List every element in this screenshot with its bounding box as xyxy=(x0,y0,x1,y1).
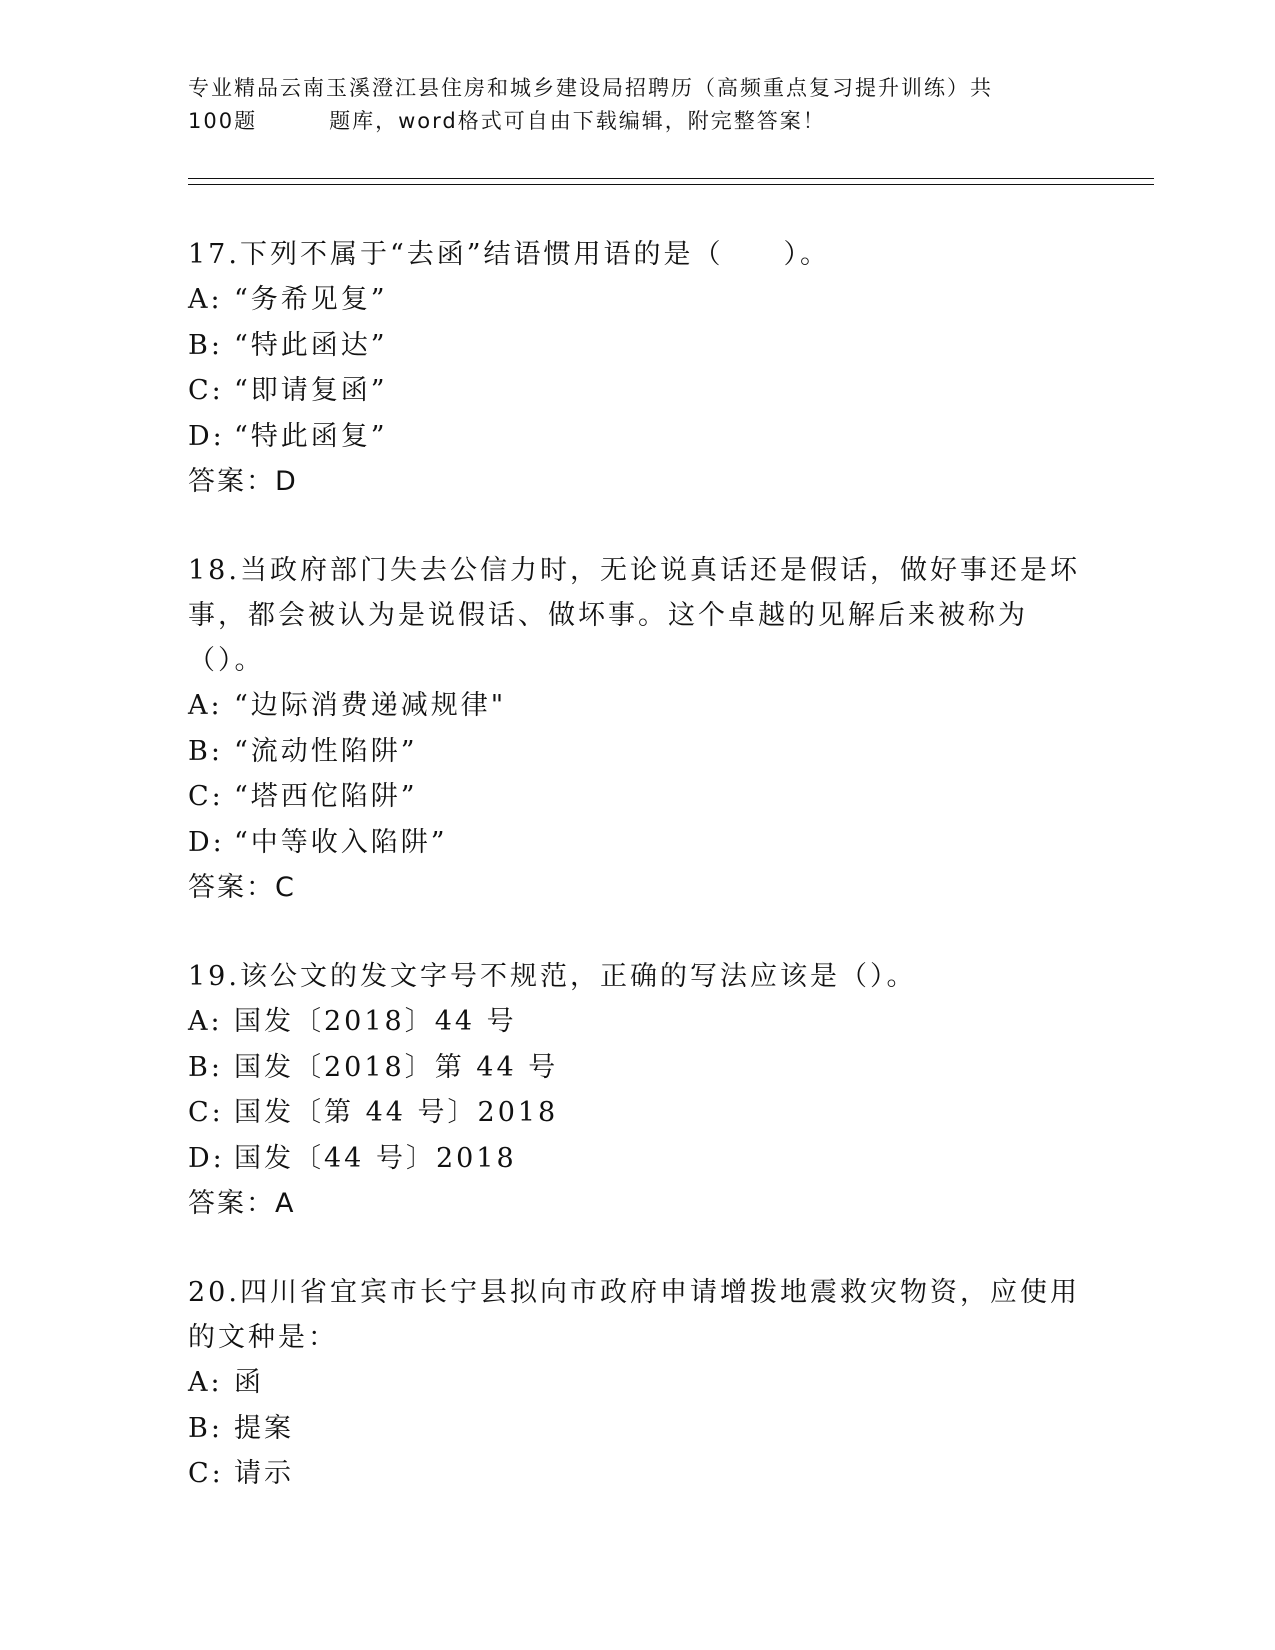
question-list xyxy=(188,232,1088,1541)
option-letter: D: xyxy=(188,826,225,858)
option-letter: A: xyxy=(188,1367,223,1398)
question-20 xyxy=(188,1270,1088,1497)
question-stem: 18.当政府部门失去公信力时，无论说真话还是假话，做好事还是坏事，都会被认为是说假话、做坏事。这个卓越的见解后来被称为（）。 xyxy=(188,555,1080,676)
option-b xyxy=(188,323,1088,369)
option-b xyxy=(188,1406,1088,1452)
option-a xyxy=(188,999,1088,1045)
option-letter: C: xyxy=(188,781,224,812)
option-letter: B: xyxy=(188,329,223,361)
option-text: “边际消费递减规律" xyxy=(234,690,507,721)
option-letter: C: xyxy=(188,1097,224,1128)
option-c xyxy=(188,368,1088,414)
option-b xyxy=(188,729,1088,775)
option-d xyxy=(188,414,1088,460)
option-text: 提案 xyxy=(234,1412,294,1444)
option-text: 函 xyxy=(234,1367,264,1398)
option-text: “务希见复” xyxy=(234,284,388,315)
option-text: “塔西佗陷阱” xyxy=(234,781,418,812)
answer-line: 答案：A xyxy=(188,1188,296,1219)
question-stem: 20.四川省宜宾市长宁县拟向市政府申请增拨地震救灾物资，应使用的文种是： xyxy=(188,1277,1080,1353)
option-letter: A: xyxy=(188,284,223,315)
option-a xyxy=(188,1360,1088,1406)
option-a xyxy=(188,277,1088,323)
option-letter: B: xyxy=(188,735,223,767)
question-18 xyxy=(188,548,1088,910)
option-text: 国发〔2018〕第 44 号 xyxy=(234,1051,559,1083)
option-letter: A: xyxy=(188,690,223,721)
question-stem: 17.下列不属于“去函”结语惯用语的是（ ）。 xyxy=(188,239,831,270)
option-text: 国发〔2018〕44 号 xyxy=(234,1006,517,1037)
option-text: 国发〔第 44 号〕2018 xyxy=(234,1097,559,1128)
option-text: 国发〔44 号〕2018 xyxy=(234,1142,517,1174)
option-c xyxy=(188,1090,1088,1136)
option-text: “特此函复” xyxy=(234,420,388,452)
header-format-note: 题库，word格式可自由下载编辑，附完整答案！ xyxy=(329,109,826,133)
option-letter: D: xyxy=(188,1142,225,1174)
option-c xyxy=(188,774,1088,820)
header-title-line1: 专业精品云南玉溪澄江县住房和城乡建设局招聘历（高频重点复习提升训练）共 xyxy=(188,76,993,100)
option-d xyxy=(188,820,1088,866)
option-text: “特此函达” xyxy=(234,329,388,361)
option-letter: A: xyxy=(188,1006,223,1037)
option-text: “流动性陷阱” xyxy=(234,735,418,767)
header-divider-top xyxy=(188,178,1154,179)
document-header xyxy=(188,72,1088,138)
header-question-count: 100题 xyxy=(188,109,258,133)
option-text: “中等收入陷阱” xyxy=(234,826,448,858)
option-letter: B: xyxy=(188,1412,223,1444)
header-title-line2 xyxy=(188,105,1088,138)
option-text: “即请复函” xyxy=(234,375,388,406)
option-a xyxy=(188,683,1088,729)
option-letter: D: xyxy=(188,420,225,452)
question-17 xyxy=(188,232,1088,504)
answer-line: 答案：C xyxy=(188,872,296,903)
option-d xyxy=(188,1136,1088,1182)
question-19 xyxy=(188,954,1088,1226)
option-letter: C: xyxy=(188,1458,224,1489)
option-letter: C: xyxy=(188,375,224,406)
question-stem: 19.该公文的发文字号不规范，正确的写法应该是（）。 xyxy=(188,961,917,992)
answer-line: 答案：D xyxy=(188,466,298,497)
header-divider-bottom xyxy=(188,184,1154,185)
option-b xyxy=(188,1045,1088,1091)
option-c xyxy=(188,1451,1088,1497)
option-text: 请示 xyxy=(234,1458,294,1489)
option-letter: B: xyxy=(188,1051,223,1083)
